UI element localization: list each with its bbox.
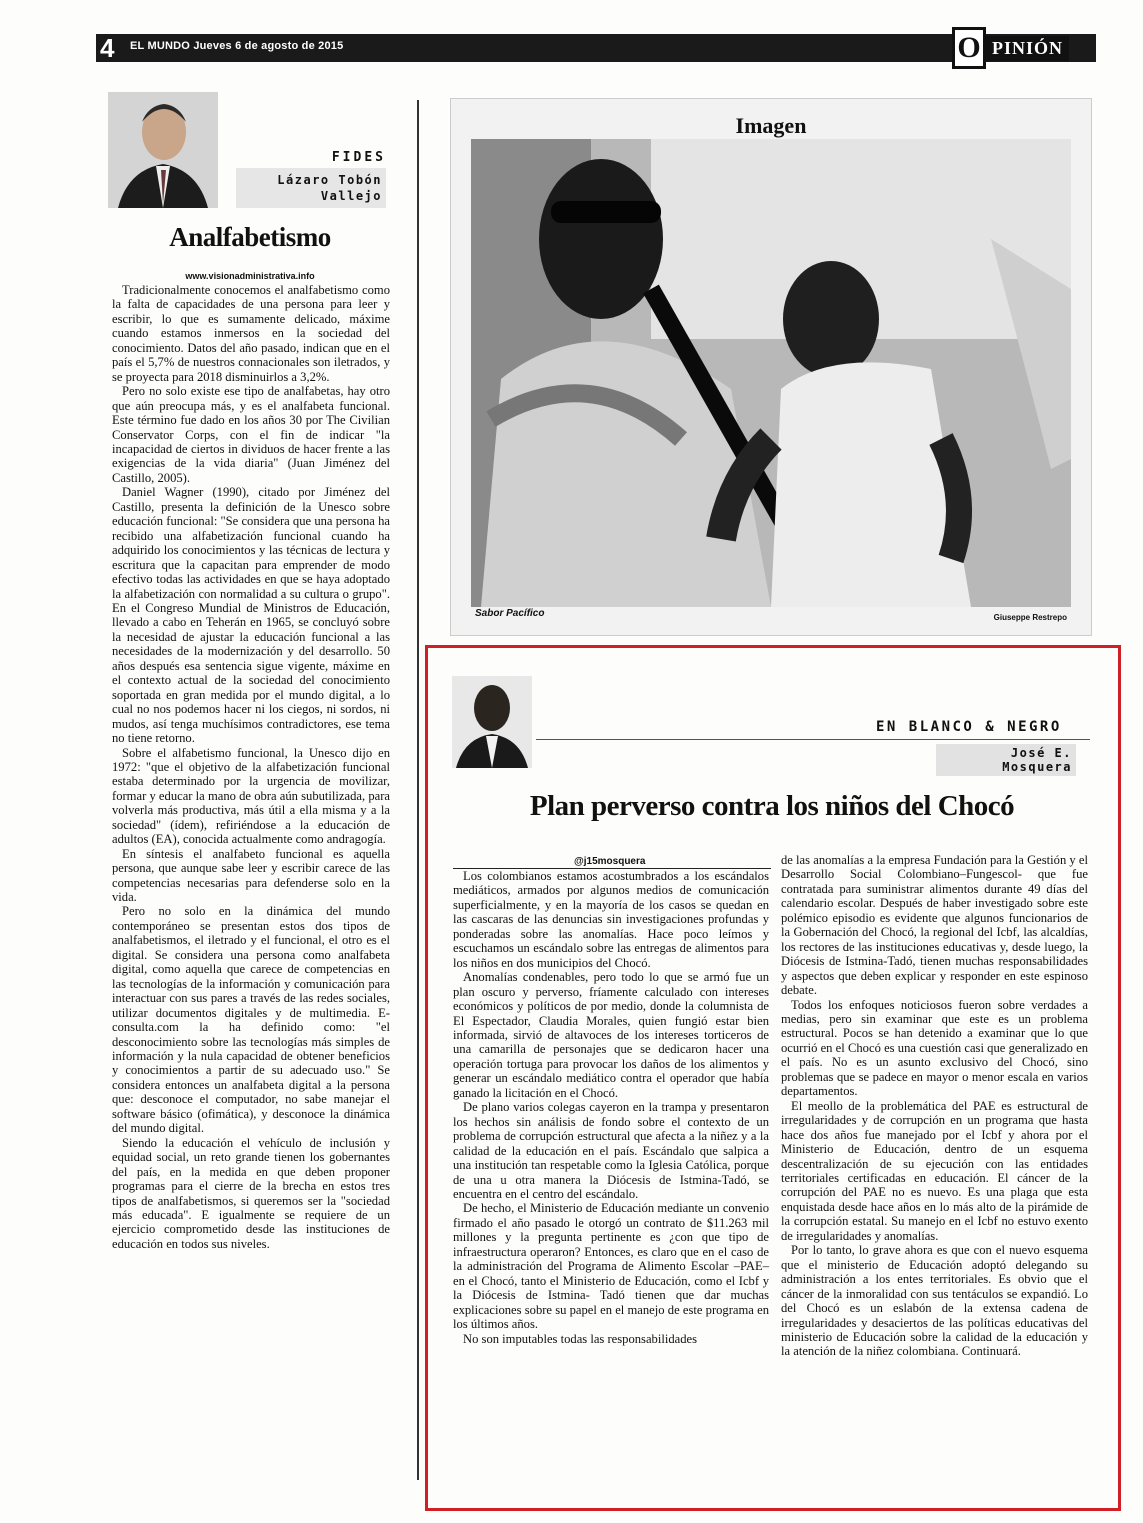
right-article-column-1 — [453, 869, 769, 1346]
paragraph: Todos los enfoques noticiosos fueron sobre verdades a medias, pero sin examinar que este es un problema estructural. Pocos se han detenido a examinar que lo que ocurrió en el Chocó es una cuestión casi que generalizado en el país. No es un asunto exclusivo del Chocó, sino problemas que se padece en mayor o menor escala en varios departamentos. — [781, 997, 1088, 1099]
photo-credit: Giuseppe Restrepo — [993, 613, 1067, 622]
paragraph: El meollo de la problemática del PAE es estructural de irregularidades y de corrupción en un programa que hasta hace dos años fue manejado por el Icbf y ahora por el Ministerio de Educación, dentro de un esquema descentralización de su ejecución con las entidades territoriales certificadas en educación. El cáncer de la corrupción del PAE no es nuevo. Es una plaga que esta enquistada desde hace años en lo más alto de la pirámide de la corrupción estatal. Su manejo en el Icbf no estuvo exento de irregularidades y anomalías. — [781, 1098, 1088, 1243]
left-author-name: Lázaro Tobón Vallejo — [236, 168, 386, 208]
paragraph: Los colombianos estamos acostumbrados a los escándalos mediáticos, armados por algunos medios de comunicación superficialmente, y en la mayoría de los casos se quedan en las cascaras de las denuncias sin investigaciones profundas y ponderadas sobre las anomalías. Hace poco leímos y escuchamos un escándalo sobre las entregas de alimentos para los niños en dos municipios del Chocó. — [453, 869, 769, 970]
paragraph: De plano varios colegas cayeron en la trampa y presentaron los hechos sin análisis de fondo sobre el contexto de un problema de corrupción estructural que afecta a la niñez y a la calidad de la educación en el país. Escándalo que salpica a una institución tan respetable como la Iglesia Católica, porque de una u otra manera la Diócesis de Istmina-Tadó, se encuentra en el centro del escándalo. — [453, 1100, 769, 1201]
paragraph: Daniel Wagner (1990), citado por Jiménez del Castillo, presenta la definición de la Unesco sobre educación funcional: "Se considera que una persona ha recibido una alfabetización funcional cuando ha adquirido los conocimientos y las técnicas de lectura y escritura que la capacitan para emprender de modo efectivo todas las actividades en que se haya adoptado la alfabetización con normalidad a su cultura o grupo". En el Congreso Mundial de Ministros de Educación, llevado a cabo en Teherán en 1965, se concluyó sobre la necesidad de ajustar la educación funcional a las necesidades de la modernización y del desarrollo. 50 años después esa sentencia sigue vigente, máxime en el contexto actual de la sociedad del conocimiento soportada en gran medida por el mundo digital, a lo cual no nos podemos hacer ni los ciegos, ni sordos, ni mudos, así tenga muchísimos contradictores, ese tema no tiene retorno. — [112, 485, 390, 746]
left-column-name: FIDES — [331, 150, 386, 165]
section-name: PINIÓN — [986, 36, 1069, 61]
divider-rule — [536, 739, 1090, 740]
paragraph: Siendo la educación el vehículo de inclusión y equidad social, un reto grande tienen los gobernantes del país, en la medida en que deben proponer programas para el cierre de la brecha en estos tres tipos de analfabetismos, si queremos ser la "sociedad más educada". E igualmente se requiere de un ejercicio comprometido desde las instituciones de educación en todos sus niveles. — [112, 1135, 390, 1251]
photo-clarinet-player — [471, 139, 1071, 607]
left-author-header — [108, 92, 386, 208]
section-initial: O — [952, 27, 986, 69]
left-article-title: Analfabetismo — [169, 222, 331, 252]
right-author-photo — [452, 676, 532, 768]
paragraph: En síntesis el analfabeto funcional es aquella persona, que aunque sabe leer y escribir carece de las competencias necesarias para defenderse solo en la vida. — [112, 846, 390, 905]
paragraph: Anomalías condenables, pero todo lo que se armó fue un plan oscuro y perverso, fríamente calculado con intereses económicos y políticos de por medio, donde la columnista de El Espectador, Claudia Morales, quien fungió estar bien informada, sirvió de altavoces de los intereses torticeros de una camarilla de personajes que se dedicaron hacer una operación tortuga para provocar los daños de los alimentos y generar un escándalo mediático contra el operador que había ganado la licitación en el Chocó. — [453, 970, 769, 1100]
section-logo — [952, 28, 1069, 68]
paragraph: Sobre el alfabetismo funcional, la Unesco dijo en 1972: "que el objetivo de la alfabetización funcional estaba determinado por la urgencia de movilizar, formar y educar la mano de obra aún subutilizada, para volverla más productiva, más útil a ella misma y a la sociedad" (ídem), refiriéndose a la educación de adultos (EA), conocida actualmente como andragogía. — [112, 745, 390, 847]
page-number: 4 — [100, 33, 115, 63]
right-article-title: Plan perverso contra los niños del Chocó — [529, 790, 1015, 822]
paragraph: Tradicionalmente conocemos el analfabetismo como la falta de capacidades de una persona para leer y escribir, lo que es sumamente delicado, máxime cuando estamos inmersos en la sociedad del conocimiento. Datos del año pasado, indican que en el país el 5,7% de nuestros connacionales son iletrados, y se proyecta para 2018 disminuirlos a 3,2%. — [112, 283, 390, 384]
left-article-body — [112, 283, 390, 1251]
publication-info: EL MUNDO Jueves 6 de agosto de 2015 — [130, 40, 344, 52]
paragraph: de las anomalías a la empresa Fundación para la Gestión y el Desarrollo Social Colombiano–Fungescol- que fue contratada para suministrar alimentos durante 49 días del calendario escolar. Después de haber investigado sobre este polémico episodio es evidente que algunos funcionarios de la Gobernación del Chocó, la regional del Icbf, las alcaldías, los rectores de las instituciones educativas y, desde luego, la Diócesis de Istmina-Tadó, tienen muchas responsabilidades y aspectos que deben explicar y responder en este espinoso debate. — [781, 853, 1088, 998]
image-section-title: Imagen — [735, 113, 807, 138]
paragraph: Pero no solo en la dinámica del mundo contemporáneo se presentan estos dos tipos de analfabetismos, el iletrado y el funcional, el otro es el digital. Se considera una persona como analfabeta digital, como aquella que carece de competencias en las tecnologías de la información y comunicación para interactuar con sus pares a través de las redes sociales, utilizar documentos digitales y de multimedia. E-consulta.com la ha definido como: "el desconocimiento sobre las tecnologías más simples de información y la nula capacidad de obtener beneficios y conocimientos a partir de su adecuado uso." Se considera entonces un analfabeta digital a la persona que: desconoce el computador, no sabe manejar el software básico (ofimática), y desconoce la dinámica del mundo digital. — [112, 904, 390, 1136]
right-column-name: EN BLANCO & NEGRO — [876, 719, 1062, 735]
left-article-website: www.visionadministrativa.info — [185, 271, 315, 281]
photo-caption: Sabor Pacífico — [475, 608, 545, 619]
paragraph: De hecho, el Ministerio de Educación mediante un convenio firmado el año pasado le otorgó un contrato de $11.263 mil millones y la pregunta pertinente es ¿con que tipo de infraestructura operaron? Entonces, es claro que en el caso de la administración del Programa de Alimento Escolar –PAE– en el Chocó, tanto el Ministerio de Educación, como el Icbf y la Diócesis de Istmina- Tadó tienen que dar muchas explicaciones sobre su papel en el manejo de este programa en los últimos años. — [453, 1201, 769, 1332]
paragraph: Pero no solo existe ese tipo de analfabetas, hay otro que aún preocupa más, y es el analfabeta funcional. Este término fue dado en los años 30 por The Civilian Conservator Corps, con el fin de indicar "la incapacidad de ciertos in dividuos de hacer frente a las exigencias de la vida diaria" (Juan Jiménez del Castillo, 2005). — [112, 384, 390, 485]
author-photo — [108, 92, 218, 208]
column-divider — [417, 100, 419, 1480]
paragraph: No son imputables todas las responsabilidades — [463, 1331, 697, 1346]
author-handle: @j15mosquera — [574, 856, 646, 867]
image-section — [450, 98, 1092, 636]
right-article-column-2 — [781, 853, 1088, 1359]
right-author-name: José E. Mosquera — [936, 744, 1076, 776]
paragraph: Por lo tanto, lo grave ahora es que con el nuevo esquema que el ministerio de Educación adoptó delegando su administración a los entes territoriales. Es obvio que el cáncer de la inmoralidad con sus tentáculos se expandió. Lo del Chocó es un eslabón de la extensa cadena de irregularidades y desaciertos de las políticas educativas del ministerio de Educación sobre la calidad de la educación y la atención de la niñez colombiana. Continuará. — [781, 1243, 1088, 1359]
